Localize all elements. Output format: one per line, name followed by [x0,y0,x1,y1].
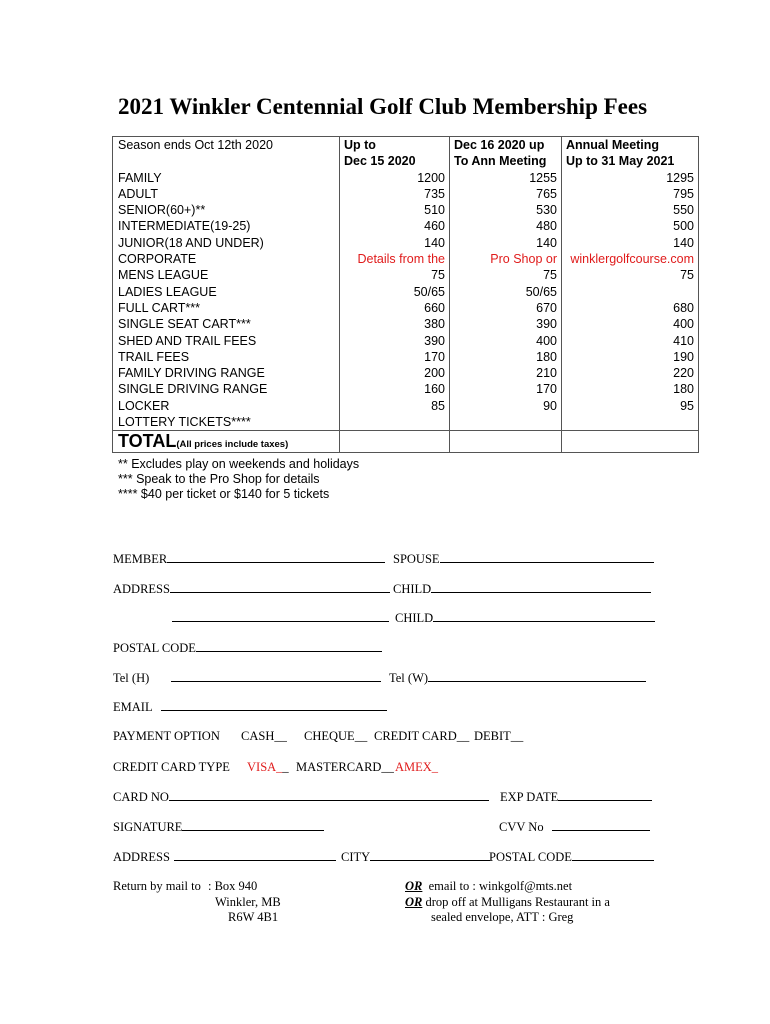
fee-cell: 190 [673,349,694,364]
season-note: Season ends Oct 12th 2020 [118,138,273,152]
col2-header-2: To Ann Meeting [454,154,547,169]
tel-home-label: Tel (H) [113,671,150,685]
fee-cell [454,414,557,430]
note-weekends: ** Excludes play on weekends and holidays [118,457,360,471]
row-label: SINGLE DRIVING RANGE [118,382,268,397]
page-title: 2021 Winkler Centennial Golf Club Membership Fees [118,94,648,119]
fee-cell: 90 [543,398,557,413]
row-label: FULL CART*** [118,300,200,315]
card-number-field[interactable] [113,789,489,805]
dropoff-option [405,895,610,910]
row-label: TRAIL FEES [118,349,190,364]
fee-cell: 400 [673,317,694,332]
visa-tail: _ [282,760,289,774]
signature-field[interactable] [113,819,324,835]
spouse-field[interactable] [393,551,654,567]
city-field[interactable] [341,849,490,865]
fee-cell: 180 [673,382,694,397]
cash-option[interactable]: CASH__ [241,729,287,743]
visa-label: VISA_ [247,760,283,774]
total-col3[interactable] [562,431,699,453]
cvv-field[interactable] [499,819,650,835]
tel-work-label: Tel (W) [389,671,429,685]
fee-cell: 680 [673,300,694,315]
return-address-2: Winkler, MB [215,895,281,909]
child-label-2: CHILD [395,611,434,625]
signature-label: SIGNATURE [113,820,183,834]
row-label: CORPORATE [118,252,197,267]
member-field[interactable] [113,551,385,567]
col2-header-1: Dec 16 2020 up [454,138,545,152]
visa-option[interactable] [247,760,289,775]
debit-option[interactable]: DEBIT__ [474,729,524,743]
fee-cell: 170 [536,382,557,397]
row-label: ADULT [118,186,159,201]
fee-cell: 85 [431,398,445,413]
row-label: MENS LEAGUE [118,268,209,283]
fee-cell: 550 [673,203,694,218]
col3-header-1: Annual Meeting [566,138,660,152]
fee-cell: 480 [536,219,557,234]
address-line-2[interactable] [172,610,389,626]
col-mid [450,137,562,431]
child-field-2[interactable] [395,610,655,626]
credit-card-option[interactable]: CREDIT CARD__ [374,729,470,743]
member-label: MEMBER [113,552,168,566]
email-option [405,879,572,894]
email-field[interactable] [113,699,387,715]
fee-cell [344,414,445,430]
fee-cell: 75 [431,268,445,283]
row-labels [118,170,335,431]
fee-cell: 390 [536,317,557,332]
fee-cell: 500 [673,219,694,234]
fee-cell: 75 [680,268,694,283]
fee-cell: Pro Shop or [490,252,557,267]
address-field[interactable] [113,581,390,597]
dropoff-instructions-2: sealed envelope, ATT : Greg [431,910,574,924]
fee-cell [566,284,694,300]
fee-cell: 380 [424,317,445,332]
mastercard-option[interactable]: MASTERCARD__ [296,760,394,774]
address-label: ADDRESS [113,582,170,596]
postal-code-label: POSTAL CODE [113,641,196,655]
tel-home-field[interactable] [113,670,381,686]
row-label: SINGLE SEAT CART*** [118,317,251,332]
total-label-cell [113,431,340,453]
col3-header-2: Up to 31 May 2021 [566,154,675,169]
fee-cell: 1200 [417,170,445,185]
fee-cell: 670 [536,300,557,315]
fee-cell: 460 [424,219,445,234]
col1-header-2: Dec 15 2020 [344,154,416,169]
fee-cell: 1255 [529,170,557,185]
fee-cell: 765 [536,186,557,201]
fee-cell: 50/65 [525,284,557,299]
cvv-label: CVV No [499,820,544,834]
fee-cell: 735 [424,186,445,201]
tel-work-field[interactable] [389,670,646,686]
cheque-option[interactable]: CHEQUE__ [304,729,368,743]
row-label: SENIOR(60+)** [118,203,206,218]
fee-cell: 210 [536,366,557,381]
fee-cell: 180 [536,349,557,364]
fee-cell: 140 [536,235,557,250]
fee-cell: 795 [673,186,694,201]
fee-cell: 660 [424,300,445,315]
return-label: Return by mail to [113,879,201,893]
row-label: FAMILY DRIVING RANGE [118,366,265,381]
fee-table-body [113,137,699,431]
or-label-1: OR [405,879,423,893]
fee-cell: 170 [424,349,445,364]
or-label-2: OR [405,895,423,909]
total-note: (All prices include taxes) [176,439,289,451]
row-label: FAMILY [118,170,162,185]
payment-option-label: PAYMENT OPTION [113,729,220,743]
note-lottery: **** $40 per ticket or $140 for 5 tickets [118,487,330,501]
return-address-3: R6W 4B1 [228,910,279,924]
fee-cell: winklergolfcourse.com [570,252,694,267]
email-instructions: email to : winkgolf@mts.net [428,879,573,893]
amex-option[interactable]: AMEX_ [395,760,439,774]
fee-cell: 220 [673,366,694,381]
fee-cell: 50/65 [413,284,445,299]
row-label: SHED AND TRAIL FEES [118,333,257,348]
dropoff-instructions: drop off at Mulligans Restaurant in a [425,895,610,909]
fee-cell: 140 [673,235,694,250]
payment-option-row [113,729,220,744]
total-row [113,431,699,453]
fee-cell: 410 [673,333,694,348]
fee-cell: 1295 [666,170,694,185]
fee-cell: 95 [680,398,694,413]
postal-code-field[interactable] [113,640,382,656]
credit-card-type-label: CREDIT CARD TYPE [113,760,230,774]
labels-column [113,137,340,431]
address2-field[interactable] [113,849,336,865]
card-number-label: CARD NO [113,790,169,804]
col-late [562,137,699,431]
col1-header-1: Up to [344,138,376,152]
fee-cell: 390 [424,333,445,348]
fee-cell: 140 [424,235,445,250]
row-label: LOTTERY TICKETS**** [118,415,251,430]
total-label: TOTAL [118,431,177,452]
fee-cell: 75 [543,268,557,283]
child-label-1: CHILD [393,582,432,596]
postal-code2-label: POSTAL CODE [489,850,572,864]
col-early [340,137,450,431]
exp-date-field[interactable] [500,789,652,805]
child-field-1[interactable] [393,581,651,597]
fee-cell: 160 [424,382,445,397]
fee-cell: 200 [424,366,445,381]
exp-date-label: EXP DATE [500,790,559,804]
fee-cell: 530 [536,203,557,218]
total-col2[interactable] [450,431,562,453]
address2-label: ADDRESS [113,850,170,864]
row-label: JUNIOR(18 AND UNDER) [118,235,264,250]
fee-table [112,136,699,453]
spouse-label: SPOUSE [393,552,440,566]
postal-code2-field[interactable] [489,849,654,865]
fee-cell: 400 [536,333,557,348]
fee-cell: 510 [424,203,445,218]
fee-cell [566,414,694,430]
city-label: CITY [341,850,371,864]
note-pro-shop: *** Speak to the Pro Shop for details [118,472,320,486]
row-label: LADIES LEAGUE [118,284,217,299]
email-label: EMAIL [113,700,153,714]
row-label: INTERMEDIATE(19-25) [118,219,251,234]
total-col1[interactable] [340,431,450,453]
return-address-1: : Box 940 [208,879,258,893]
row-label: LOCKER [118,398,170,413]
fee-cell: Details from the [357,252,445,267]
